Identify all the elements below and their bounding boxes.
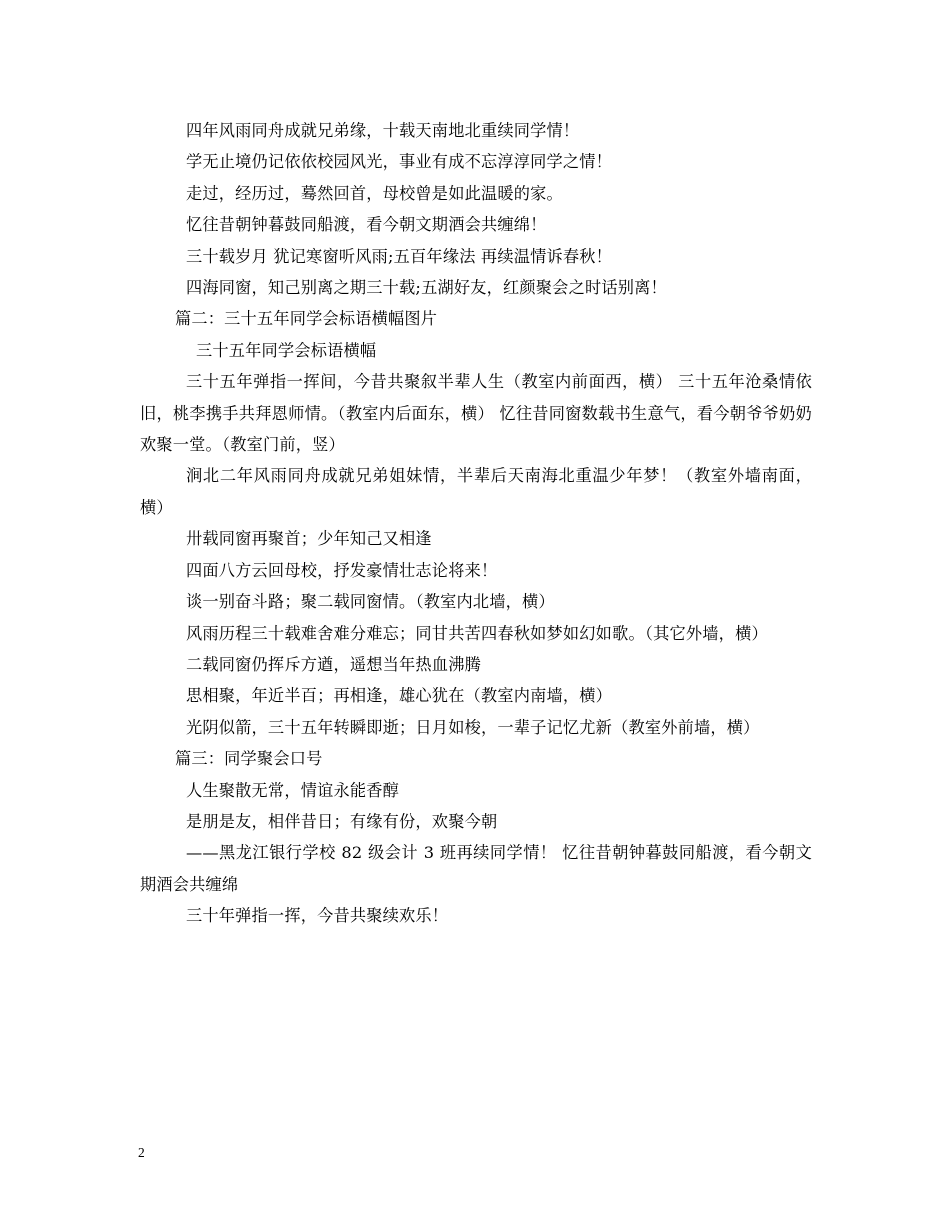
paragraph: 三十载岁月 犹记寒窗听风雨;五百年缘法 再续温情诉春秋！ (186, 246, 613, 266)
paragraph: 三十年弹指一挥，今昔共聚续欢乐！ (186, 906, 449, 926)
paragraph: 忆往昔朝钟暮鼓同船渡，看今朝文期酒会共缠绵！ (186, 215, 547, 235)
paragraph: ——黑龙江银行学校 82 级会计 3 班再续同学情！ 忆往昔朝钟暮鼓同船渡，看今朝文期酒会共缠绵 (140, 843, 812, 894)
section-heading: 篇二：三十五年同学会标语横幅图片 (175, 309, 438, 329)
paragraph: 是朋是友，相伴昔日；有缘有份，欢聚今朝 (186, 811, 498, 831)
paragraph: 思相聚，年近半百；再相逢，雄心犹在（教室内南墙，横） (186, 686, 613, 706)
paragraph: 卅载同窗再聚首；少年知己又相逢 (186, 529, 432, 549)
page-number: 2 (138, 1145, 145, 1160)
paragraph: 二载同窗仍挥斥方遒，遥想当年热血沸腾 (186, 654, 481, 674)
document-body (140, 115, 812, 932)
paragraph: 谈一别奋斗路；聚二载同窗情。（教室内北墙，横） (186, 592, 555, 612)
section-heading: 篇三：同学聚会口号 (175, 749, 323, 769)
paragraph: 四面八方云回母校，抒发豪情壮志论将来！ (186, 560, 498, 580)
paragraph: 风雨历程三十载难舍难分难忘；同甘共苦四春秋如梦如幻如歌。（其它外墙，横） (186, 623, 768, 643)
paragraph: 涧北二年风雨同舟成就兄弟姐妹情，半辈后天南海北重温少年梦！（教室外墙南面，横） (140, 466, 812, 517)
section-subheading: 三十五年同学会标语横幅 (196, 340, 377, 360)
paragraph: 四年风雨同舟成就兄弟缘，十载天南地北重续同学情！ (186, 121, 580, 140)
paragraph: 人生聚散无常，情谊永能香醇 (186, 780, 400, 800)
paragraph: 光阴似箭，三十五年转瞬即逝；日月如梭，一辈子记忆尤新（教室外前墙，横） (186, 717, 760, 737)
paragraph: 走过，经历过，蓦然回首，母校曾是如此温暖的家。 (186, 183, 563, 203)
paragraph: 四海同窗，知己别离之期三十载;五湖好友，红颜聚会之时话别离！ (186, 278, 667, 298)
paragraph: 三十五年弹指一挥间，今昔共聚叙半辈人生（教室内前面西，横） 三十五年沧桑情依旧，桃李携手共拜恩师情。（教室内后面东，横） 忆往昔同窗数载书生意气，看今朝爷爷奶奶欢聚一堂。（教室门前，竖） (140, 372, 812, 455)
paragraph: 学无止境仍记依依校园风光，事业有成不忘淳淳同学之情！ (186, 152, 613, 172)
